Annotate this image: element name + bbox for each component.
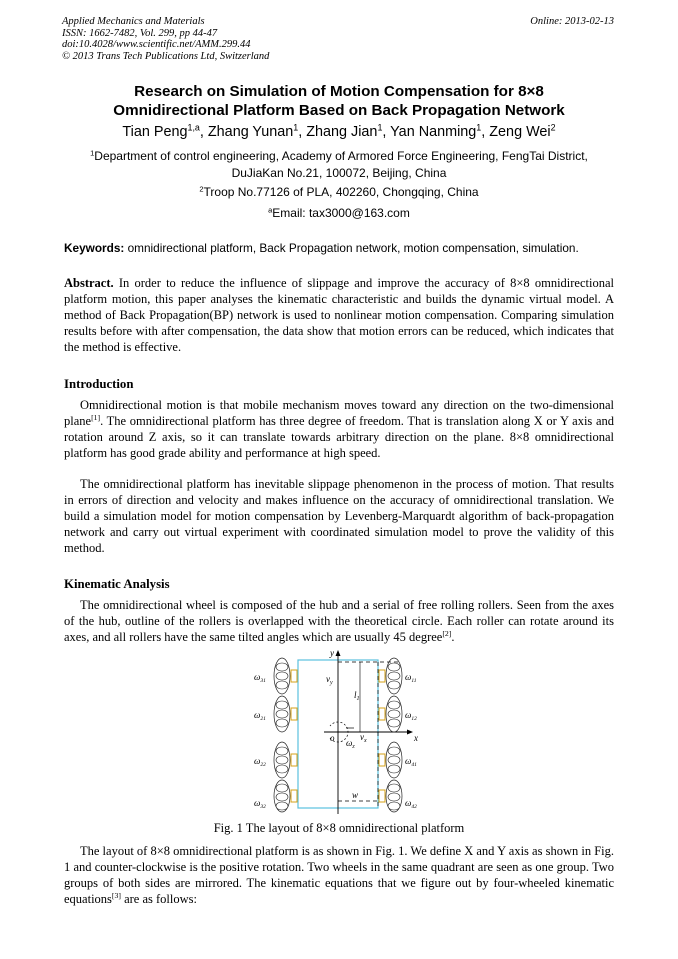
omega-32-label: $\omega_{32}$ — [254, 798, 266, 810]
affiliation-1 — [50, 148, 628, 181]
wheel-32 — [274, 780, 297, 812]
keywords-text: omnidirectional platform, Back Propagation network, motion compensation, simulation. — [124, 241, 579, 255]
kinematic-paragraph-2 — [64, 844, 614, 908]
affiliation-2-text: Troop No.77126 of PLA, 402260, Chongqing, China — [203, 185, 479, 199]
kin-p1-text-a: The omnidirectional wheel is composed of the hub and a serial of free rolling rollers. Seen from the axes of the hub, outline of the rollers is overlapped with the theoretical circle. Each roller can rotate around its axes, and all rollers have the same tilted angles which are usually 45 degree — [64, 598, 614, 644]
affiliation-2 — [50, 184, 628, 201]
author-sup: 1 — [476, 122, 482, 133]
affiliation-1-line-2: DuJiaKan No.21, 100072, Beijing, China — [231, 165, 447, 180]
title-line-2: Omnidirectional Platform Based on Back Propagation Network — [113, 102, 565, 119]
omega-22-label: $\omega_{22}$ — [254, 756, 266, 768]
abstract — [64, 276, 614, 356]
l1-label: $l_1$ — [354, 690, 360, 702]
wheel-42 — [379, 780, 402, 812]
kinematic-heading: Kinematic Analysis — [64, 577, 170, 591]
keywords-label: Keywords: — [64, 241, 125, 255]
introduction-heading: Introduction — [64, 377, 134, 391]
author-sup: 1 — [377, 122, 383, 133]
x-axis-label: x — [414, 733, 418, 743]
intro-paragraph-1 — [64, 398, 614, 462]
author: Zeng Wei — [489, 124, 551, 140]
author-list — [20, 122, 658, 142]
omega-21-label: $\omega_{21}$ — [254, 710, 266, 722]
author-sup: 1,a — [187, 122, 200, 133]
omega-41-label: $\omega_{41}$ — [405, 756, 417, 768]
title-line-1: Research on Simulation of Motion Compensation for 8×8 — [134, 83, 544, 100]
email-line — [50, 205, 628, 222]
abstract-label: Abstract. — [64, 276, 114, 290]
issn-line: ISSN: 1662-7482, Vol. 299, pp 44-47 — [62, 27, 218, 39]
omega-11-label: $\omega_{11}$ — [405, 672, 417, 684]
y-axis-arrow — [336, 650, 341, 656]
journal-name: Applied Mechanics and Materials — [62, 16, 205, 27]
wheel-22 — [274, 742, 297, 778]
omega-42-label: $\omega_{42}$ — [405, 798, 417, 810]
omega-12-label: $\omega_{12}$ — [405, 710, 417, 722]
doi-line: doi:10.4028/www.scientific.net/AMM.299.44 — [62, 39, 251, 51]
intro-p1-text-b: . The omnidirectional platform has three degree of freedom. That is translation along X or Y axis and rotation around Z axis, so it can translate towards arbitrary direction on the plane. 8×8 omnidirectional platform has good grade ability and performance at high speed. — [64, 413, 614, 460]
affiliation-1-line-1: Department of control engineering, Academy of Armored Force Engineering, FengTai District, — [94, 149, 588, 163]
kinematic-paragraph-1 — [64, 598, 614, 646]
citation[interactable]: [2] — [442, 629, 452, 639]
wheel-11 — [379, 658, 402, 694]
wheel-41 — [379, 742, 402, 778]
author-sup: 1 — [293, 122, 299, 133]
author-separator: , — [481, 124, 490, 140]
wheel-12 — [379, 696, 402, 732]
figure-1 — [250, 646, 430, 821]
kin-p2-text-a: The layout of 8×8 omnidirectional platform is as shown in Fig. 1. We define X and Y axis as shown in Fig. 1 and counter-clockwise is the positive rotation. Two wheels in the same quadrant are seen as one group. Two groups of both sides are mirrored. The kinematic equations that we figure out by four-wheeled kinematic equations — [64, 844, 614, 906]
author: Yan Nanming — [390, 124, 477, 140]
wheel-21 — [274, 696, 297, 732]
intro-paragraph-2: The omnidirectional platform has inevitable slippage phenomenon in the process of motion. That results in errors of direction and velocity and makes influence on the accuracy of omnidirectional translation. We build a simulation model for motion compensation by Levenberg-Marquardt algorithm of back-propagation network and carry out virtual experiment with coordinated simulation model to prove the validity of this method. — [64, 477, 614, 555]
citation[interactable]: [3] — [111, 890, 121, 900]
copyright-line: © 2013 Trans Tech Publications Ltd, Switzerland — [62, 50, 270, 62]
origin-label: o — [330, 733, 335, 743]
omega-31-label: $\omega_{31}$ — [254, 672, 266, 684]
affiliation-sup: 2 — [199, 184, 204, 194]
author: Tian Peng — [122, 124, 188, 140]
journal-header — [62, 16, 269, 62]
kin-p1-text-b: . — [451, 629, 455, 644]
email-text: Email: tax3000@163.com — [272, 206, 410, 220]
citation[interactable]: [1] — [91, 413, 101, 423]
online-date: Online: 2013-02-13 — [530, 16, 614, 27]
keywords — [64, 240, 616, 256]
w-label: w — [352, 790, 359, 800]
abstract-text: In order to reduce the influence of slippage and improve the accuracy of 8×8 omnidirectional platform motion, this paper analyses the kinematic characteristic and builds the dynamic virtual model. A method of Back Propagation(BP) network is used to nonlinear motion compensation. Comparing simulation results before with after compensation, the data show that motion errors can be reduced, which indicates that the method is effective. — [64, 276, 614, 354]
email-sup: a — [268, 205, 273, 215]
vx-label: $v_x$ — [360, 732, 367, 744]
author: Zhang Jian — [306, 124, 378, 140]
paper-title — [40, 82, 638, 120]
x-axis-arrow — [407, 730, 413, 735]
y-axis-label: y — [330, 648, 334, 658]
intro-p1-text-a: Omnidirectional motion is that mobile mechanism moves toward any direction on the two-dimensional plane — [64, 398, 614, 428]
vy-label: $v_y$ — [326, 674, 333, 686]
author-separator: , — [382, 124, 391, 140]
wheel-31 — [274, 658, 297, 694]
author-sup: 2 — [550, 122, 556, 133]
wz-label: $\omega_z$ — [346, 738, 355, 750]
platform-layout-diagram — [250, 646, 430, 816]
affiliation-sup: 1 — [90, 148, 95, 158]
author: Zhang Yunan — [207, 124, 294, 140]
kin-p2-text-b: are as follows: — [120, 891, 197, 906]
author-separator: , — [199, 124, 208, 140]
figure-caption: Fig. 1 The layout of 8×8 omnidirectional platform — [213, 821, 465, 835]
author-separator: , — [298, 124, 307, 140]
